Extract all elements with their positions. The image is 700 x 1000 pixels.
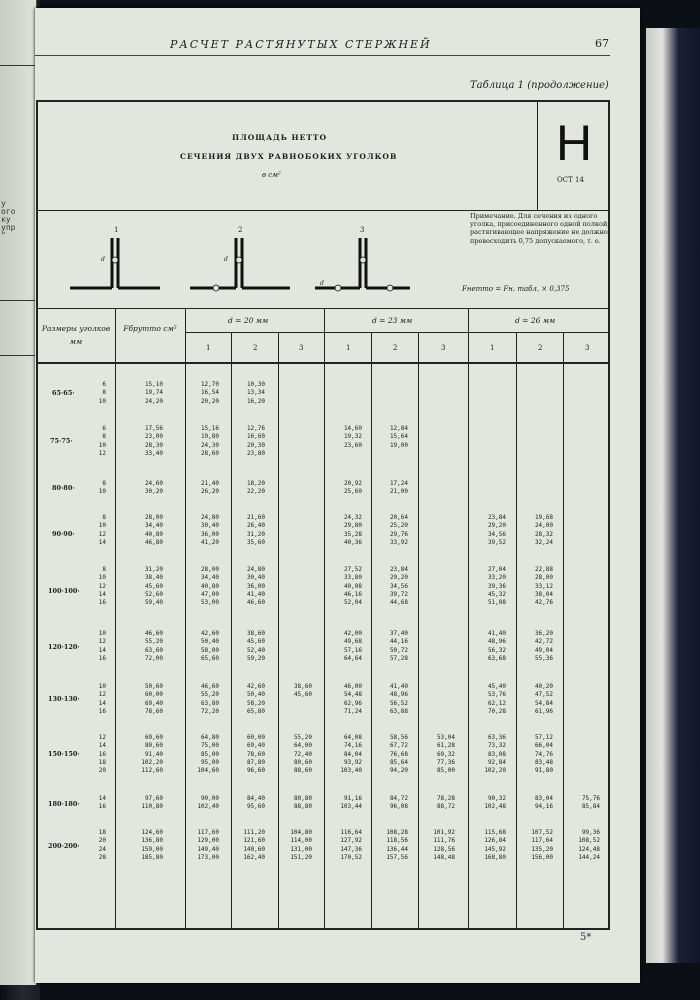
row-a2: 42,60 50,40 58,20 65,80: [246, 683, 265, 715]
row-thickness: 10 12 14 16: [98, 683, 106, 715]
row-a2: 60,00 69,40 78,60 87,80 96,60: [246, 734, 265, 775]
row-fgross: 15,10 19,74 24,20: [144, 381, 163, 405]
row-b1: 91,16 103,44: [340, 795, 362, 811]
diagram-number-3: 3: [360, 226, 365, 234]
row-a1: 21,40 26,20: [200, 480, 219, 496]
row-b2: 23,84 29,20 34,56 39,72 44,68: [389, 566, 408, 607]
row-size: 75·75·: [50, 437, 73, 445]
row-size: 100·100·: [48, 587, 80, 595]
row-b2: 37,40 44,16 50,72 57,28: [389, 630, 408, 662]
row-b2: 12,84 15,64 19,00: [389, 425, 408, 449]
running-title: РАСЧЕТ РАСТЯНУТЫХ СТЕРЖНЕЙ: [170, 38, 432, 51]
row-b3: 78,28 88,72: [436, 795, 455, 811]
row-thickness: 8 10: [98, 480, 106, 496]
page-number: 67: [595, 37, 609, 50]
row-a2: 12,76 16,60 20,30 23,80: [246, 425, 265, 457]
row-a1: 46,60 55,20 63,80 72,20: [200, 683, 219, 715]
row-c2: 40,20 47,52 54,84 61,96: [534, 683, 553, 715]
row-b1: 42,00 49,68 57,16 64,64: [343, 630, 362, 662]
row-size: 180·180·: [48, 800, 80, 808]
title-line2: СЕЧЕНИЯ ДВУХ РАВНОБОКИХ УГОЛКОВ: [180, 152, 398, 161]
row-size: 200·200·: [48, 842, 80, 850]
size-header: Размеры уголков мм: [41, 324, 111, 346]
group3-header: d = 26 мм: [515, 316, 556, 325]
row-thickness: 10 12 14 16: [98, 630, 106, 662]
row-b1: 46,00 54,48 62,96 71,24: [343, 683, 362, 715]
diagram-label-1: d: [101, 256, 105, 263]
row-fgross: 28,00 34,40 40,80 46,80: [144, 514, 163, 546]
sub3-1: 1: [490, 344, 495, 352]
row-a1: 28,00 34,40 40,80 47,00 53,00: [200, 566, 219, 607]
row-a3: 38,60 45,60: [293, 683, 312, 699]
row-size: 90·90·: [52, 530, 75, 538]
row-c1: 23,84 29,20 34,56 39,52: [487, 514, 506, 546]
row-fgross: 31,20 38,40 45,60 52,60 59,40: [144, 566, 163, 607]
group2-header: d = 23 мм: [372, 316, 413, 325]
row-c1: 41,40 48,96 56,32 63,68: [487, 630, 506, 662]
row-b2: 20,64 25,20 29,76 33,92: [389, 514, 408, 546]
book-cover-edge: [646, 28, 700, 963]
row-thickness: 8 10 12 14 16: [98, 566, 106, 607]
diagram-number-2: 2: [238, 226, 243, 234]
row-size: 150·150·: [48, 750, 80, 758]
group1-header: d = 20 мм: [228, 316, 269, 325]
title-unit: в см²: [262, 171, 281, 179]
ost-label: ОСТ 14: [557, 176, 584, 184]
row-fgross: 50,60 60,00 69,40 78,60: [144, 683, 163, 715]
row-size: 80·80·: [52, 484, 75, 492]
header-rule: [35, 55, 610, 56]
row-a1: 42,60 50,40 58,00 65,60: [200, 630, 219, 662]
row-c1: 90,32 102,48: [484, 795, 506, 811]
row-thickness: 18 20 24 28: [98, 829, 106, 861]
row-thickness: 6 8 10 12: [98, 425, 106, 457]
sub1-1: 1: [206, 344, 211, 352]
row-fgross: 97,60 110,80: [141, 795, 163, 811]
row-a1: 117,60 129,00 149,40 173,00: [197, 829, 219, 861]
row-a2: 21,60 26,40 31,20 35,60: [246, 514, 265, 546]
title-line1: ПЛОЩАДЬ НЕТТО: [232, 133, 328, 142]
row-thickness: 12 14 16 18 20: [98, 734, 106, 775]
row-b2: 17,24 21,00: [389, 480, 408, 496]
row-fgross: 24,60 30,20: [144, 480, 163, 496]
row-b1: 116,64 127,92 147,36 170,52: [340, 829, 362, 861]
row-b3: 101,92 111,76 128,56 148,48: [433, 829, 455, 861]
row-fgross: 17,56 23,00 28,30 33,40: [144, 425, 163, 457]
diagram-label-2: d: [224, 256, 228, 263]
row-size: 130·130·: [48, 695, 80, 703]
row-b2: 58,56 67,72 76,68 85,64 94,20: [389, 734, 408, 775]
row-a3: 55,20 64,00 72,40 80,60 88,60: [293, 734, 312, 775]
row-c1: 45,40 53,76 62,12 70,28: [487, 683, 506, 715]
row-fgross: 124,60 136,80 159,00 185,80: [141, 829, 163, 861]
row-a1: 12,70 16,54 20,20: [200, 381, 219, 405]
row-size: 120·120·: [48, 643, 80, 651]
row-b1: 27,52 33,80 40,08 46,16 52,04: [343, 566, 362, 607]
diagram-label-3: d: [320, 280, 324, 287]
row-c2: 36,20 42,72 49,04 55,36: [534, 630, 553, 662]
folio-mark: 5*: [580, 932, 592, 943]
row-c1: 27,04 33,20 39,36 45,32 51,08: [487, 566, 506, 607]
row-c1: 115,68 126,84 145,92 168,80: [484, 829, 506, 861]
row-a3: 104,80 114,00 131,00 151,20: [290, 829, 312, 861]
row-size: 65·65·: [52, 389, 75, 397]
row-a1: 15,16 19,80 24,30 28,60: [200, 425, 219, 457]
table-letter: Н: [556, 115, 593, 171]
left-page-edge: у ого ку упр ": [0, 0, 37, 985]
row-fgross: 46,60 55,20 63,60 72,00: [144, 630, 163, 662]
sub1-3: 3: [299, 344, 304, 352]
fgross-header: Fбрутто см²: [123, 324, 177, 333]
row-b3: 53,04 61,28 69,32 77,36 85,00: [436, 734, 455, 775]
row-b2: 84,72 96,08: [389, 795, 408, 811]
row-fgross: 69,60 80,60 91,40 102,20 112,60: [141, 734, 163, 775]
sub1-2: 2: [253, 344, 258, 352]
row-b1: 24,32 29,80 35,28 40,36: [343, 514, 362, 546]
note-text: Примечание. Для сечения из одного уголка, присоединенного одной полкой, растягивающее напряжение не должно превосходить 0,75 допускаемого, т. е.: [470, 212, 610, 245]
row-c3: 99,36 108,52 124,48 144,24: [578, 829, 600, 861]
table-caption: Таблица 1 (продолжение): [470, 80, 609, 91]
sub2-2: 2: [393, 344, 398, 352]
row-c2: 83,04 94,16: [534, 795, 553, 811]
row-b2: 108,28 118,56 136,44 157,56: [386, 829, 408, 861]
row-thickness: 14 16: [98, 795, 106, 811]
row-a2: 10,30 13,34 16,20: [246, 381, 265, 405]
sub3-2: 2: [538, 344, 543, 352]
row-b1: 20,92 25,60: [343, 480, 362, 496]
row-c1: 63,36 73,32 83,08 92,84 102,20: [484, 734, 506, 775]
row-a2: 18,20 22,20: [246, 480, 265, 496]
sub2-3: 3: [441, 344, 446, 352]
row-c3: 75,76 85,84: [581, 795, 600, 811]
row-thickness: 8 10 12 14: [98, 514, 106, 546]
row-a2: 38,60 45,60 52,40 59,20: [246, 630, 265, 662]
row-c2: 22,88 28,00 33,12 38,04 42,76: [534, 566, 553, 607]
sub2-1: 1: [346, 344, 351, 352]
row-a1: 90,00 102,40: [197, 795, 219, 811]
diagram-number-1: 1: [114, 226, 119, 234]
row-a1: 24,80 30,40 36,00 41,20: [200, 514, 219, 546]
row-c2: 57,12 66,04 74,76 83,48 91,80: [534, 734, 553, 775]
row-a2: 84,40 95,60: [246, 795, 265, 811]
row-c2: 19,68 24,00 28,32 32,24: [534, 514, 553, 546]
sub3-3: 3: [585, 344, 590, 352]
row-a3: 80,80 88,80: [293, 795, 312, 811]
row-c2: 107,52 117,64 135,20 156,00: [531, 829, 553, 861]
row-b1: 14,60 19,32 23,60: [343, 425, 362, 449]
row-b1: 64,08 74,16 84,04 93,92 103,40: [340, 734, 362, 775]
row-a2: 24,80 30,40 36,00 41,40 46,60: [246, 566, 265, 607]
row-b2: 41,40 48,96 56,52 63,88: [389, 683, 408, 715]
row-a1: 64,80 75,00 85,00 95,00 104,60: [197, 734, 219, 775]
note-formula: Fнетто = Fн. табл. × 0,375: [462, 285, 570, 293]
row-a2: 111,20 121,60 140,60 162,40: [243, 829, 265, 861]
row-thickness: 6 8 10: [98, 381, 106, 405]
